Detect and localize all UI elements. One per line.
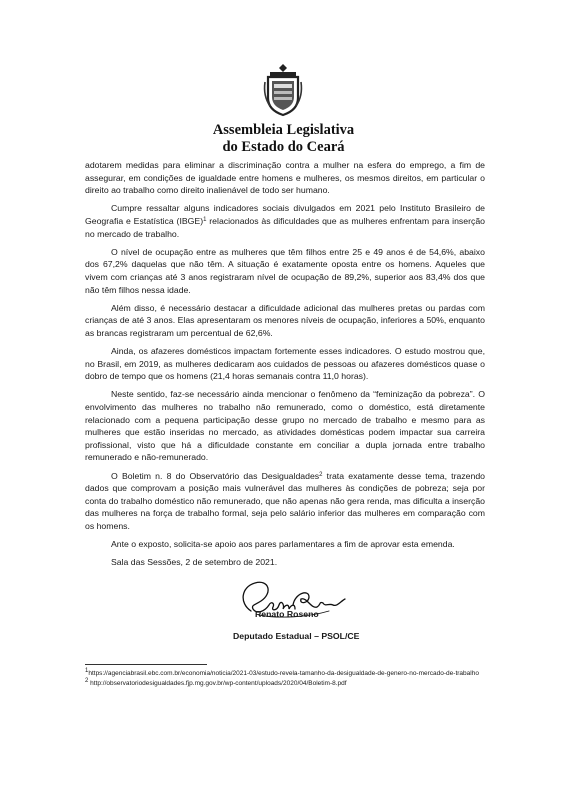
letterhead-line-2: do Estado do Ceará <box>222 139 345 155</box>
footnotes <box>85 669 495 690</box>
letterhead <box>0 122 567 156</box>
signer-title: Deputado Estadual – PSOL/CE <box>233 630 360 641</box>
state-coat-of-arms-icon <box>262 62 304 118</box>
paragraph: Ainda, os afazeres domésticos impactam fortemente esses indicadores. O estudo mostrou que, no Brasil, em 2019, as mulheres dedicaram aos cuidados de pessoas ou afazeres domésticos quase o dobro de tempo que os homens (21,4 horas semanais contra 11,0 horas). <box>85 346 485 382</box>
paragraph: Além disso, é necessário destacar a dificuldade adicional das mulheres pretas ou pardas com crianças de até 3 anos. Elas apresentaram os menores níveis de ocupação, inferiores a 50%, enquanto as brancas registraram um percentual de 62,6%. <box>85 302 485 338</box>
paragraph: Neste sentido, faz-se necessário ainda mencionar o fenômeno da “feminização da pobreza”. O envolvimento das mulheres no trabalho não remunerado, como o doméstico, está diretamente relacionado com a pequena participação desse grupo no mercado de trabalho e mesmo para as mulheres que estão inseridas no mercado, as atividades domésticas podem impactar sua carreira profissional, visto que há a dificuldade constante em conciliar a dupla jornada entre trabalho remunerado e não-remunerado. <box>85 389 485 463</box>
letterhead-line-1: Assembleia Legislativa <box>212 122 355 138</box>
signer-name: Renato Roseno <box>255 608 319 619</box>
paragraph: O Boletim n. 8 do Observatório das Desigualdades$^2$ trata exatamente desse tema, trazendo dados que comprovam a posição mais vulnerável das mulheres às condições de pobreza; seja por conta do trabalho doméstico não remunerado, que não apenas não gera renda, mas dificulta a inserção das mulheres na força de trabalho formal, seja pelo salário inferior das mulheres em comparação com os homens. <box>85 470 485 531</box>
document-body <box>85 159 485 663</box>
paragraph: Ante o exposto, solicita-se apoio aos pares parlamentares a fim de aprovar esta emenda. <box>111 539 455 550</box>
footnote-separator <box>85 664 207 665</box>
footnote-2: $^2$ http://observatoriodesigualdades.fjp.mg.gov.br/wp-content/uploads/2020/04/Boletim-8.pdf <box>85 678 347 688</box>
footnote-ref: 2 <box>319 471 323 478</box>
paragraph: adotarem medidas para eliminar a discriminação contra a mulher na esfera do emprego, a fim de assegurar, em condições de igualdade entre homens e mulheres, os mesmos direitos, em particular o direito ao trabalho como direito inalienável de todo ser humano. <box>85 160 485 196</box>
footnote-ref: 1 <box>203 216 207 223</box>
place-date: Sala das Sessões, 2 de setembro de 2021. <box>111 557 278 568</box>
signature-block <box>85 575 485 663</box>
paragraph: O nível de ocupação entre as mulheres que têm filhos entre 25 e 49 anos é de 54,6%, abaixo dos 67,2% daquelas que não têm. A situação é exatamente oposta entre os homens. Aqueles que vivem com crianças até 3 anos registraram nível de ocupação de 89,2%, superior aos 83,4% dos que não têm filhos nessa idade. <box>85 246 485 295</box>
paragraph: Cumpre ressaltar alguns indicadores sociais divulgados em 2021 pelo Instituto Brasileiro de Geografia e Estatística (IBGE)$^1$ relacionados às dificuldades que as mulheres enfrentam para inserção no mercado de trabalho. <box>85 203 485 239</box>
footnote-1: $^1$https://agenciabrasil.ebc.com.br/economia/noticia/2021-03/estudo-revela-tamanho-da-desigualdade-de-genero-no-mercado-de-trabalho <box>85 668 479 677</box>
